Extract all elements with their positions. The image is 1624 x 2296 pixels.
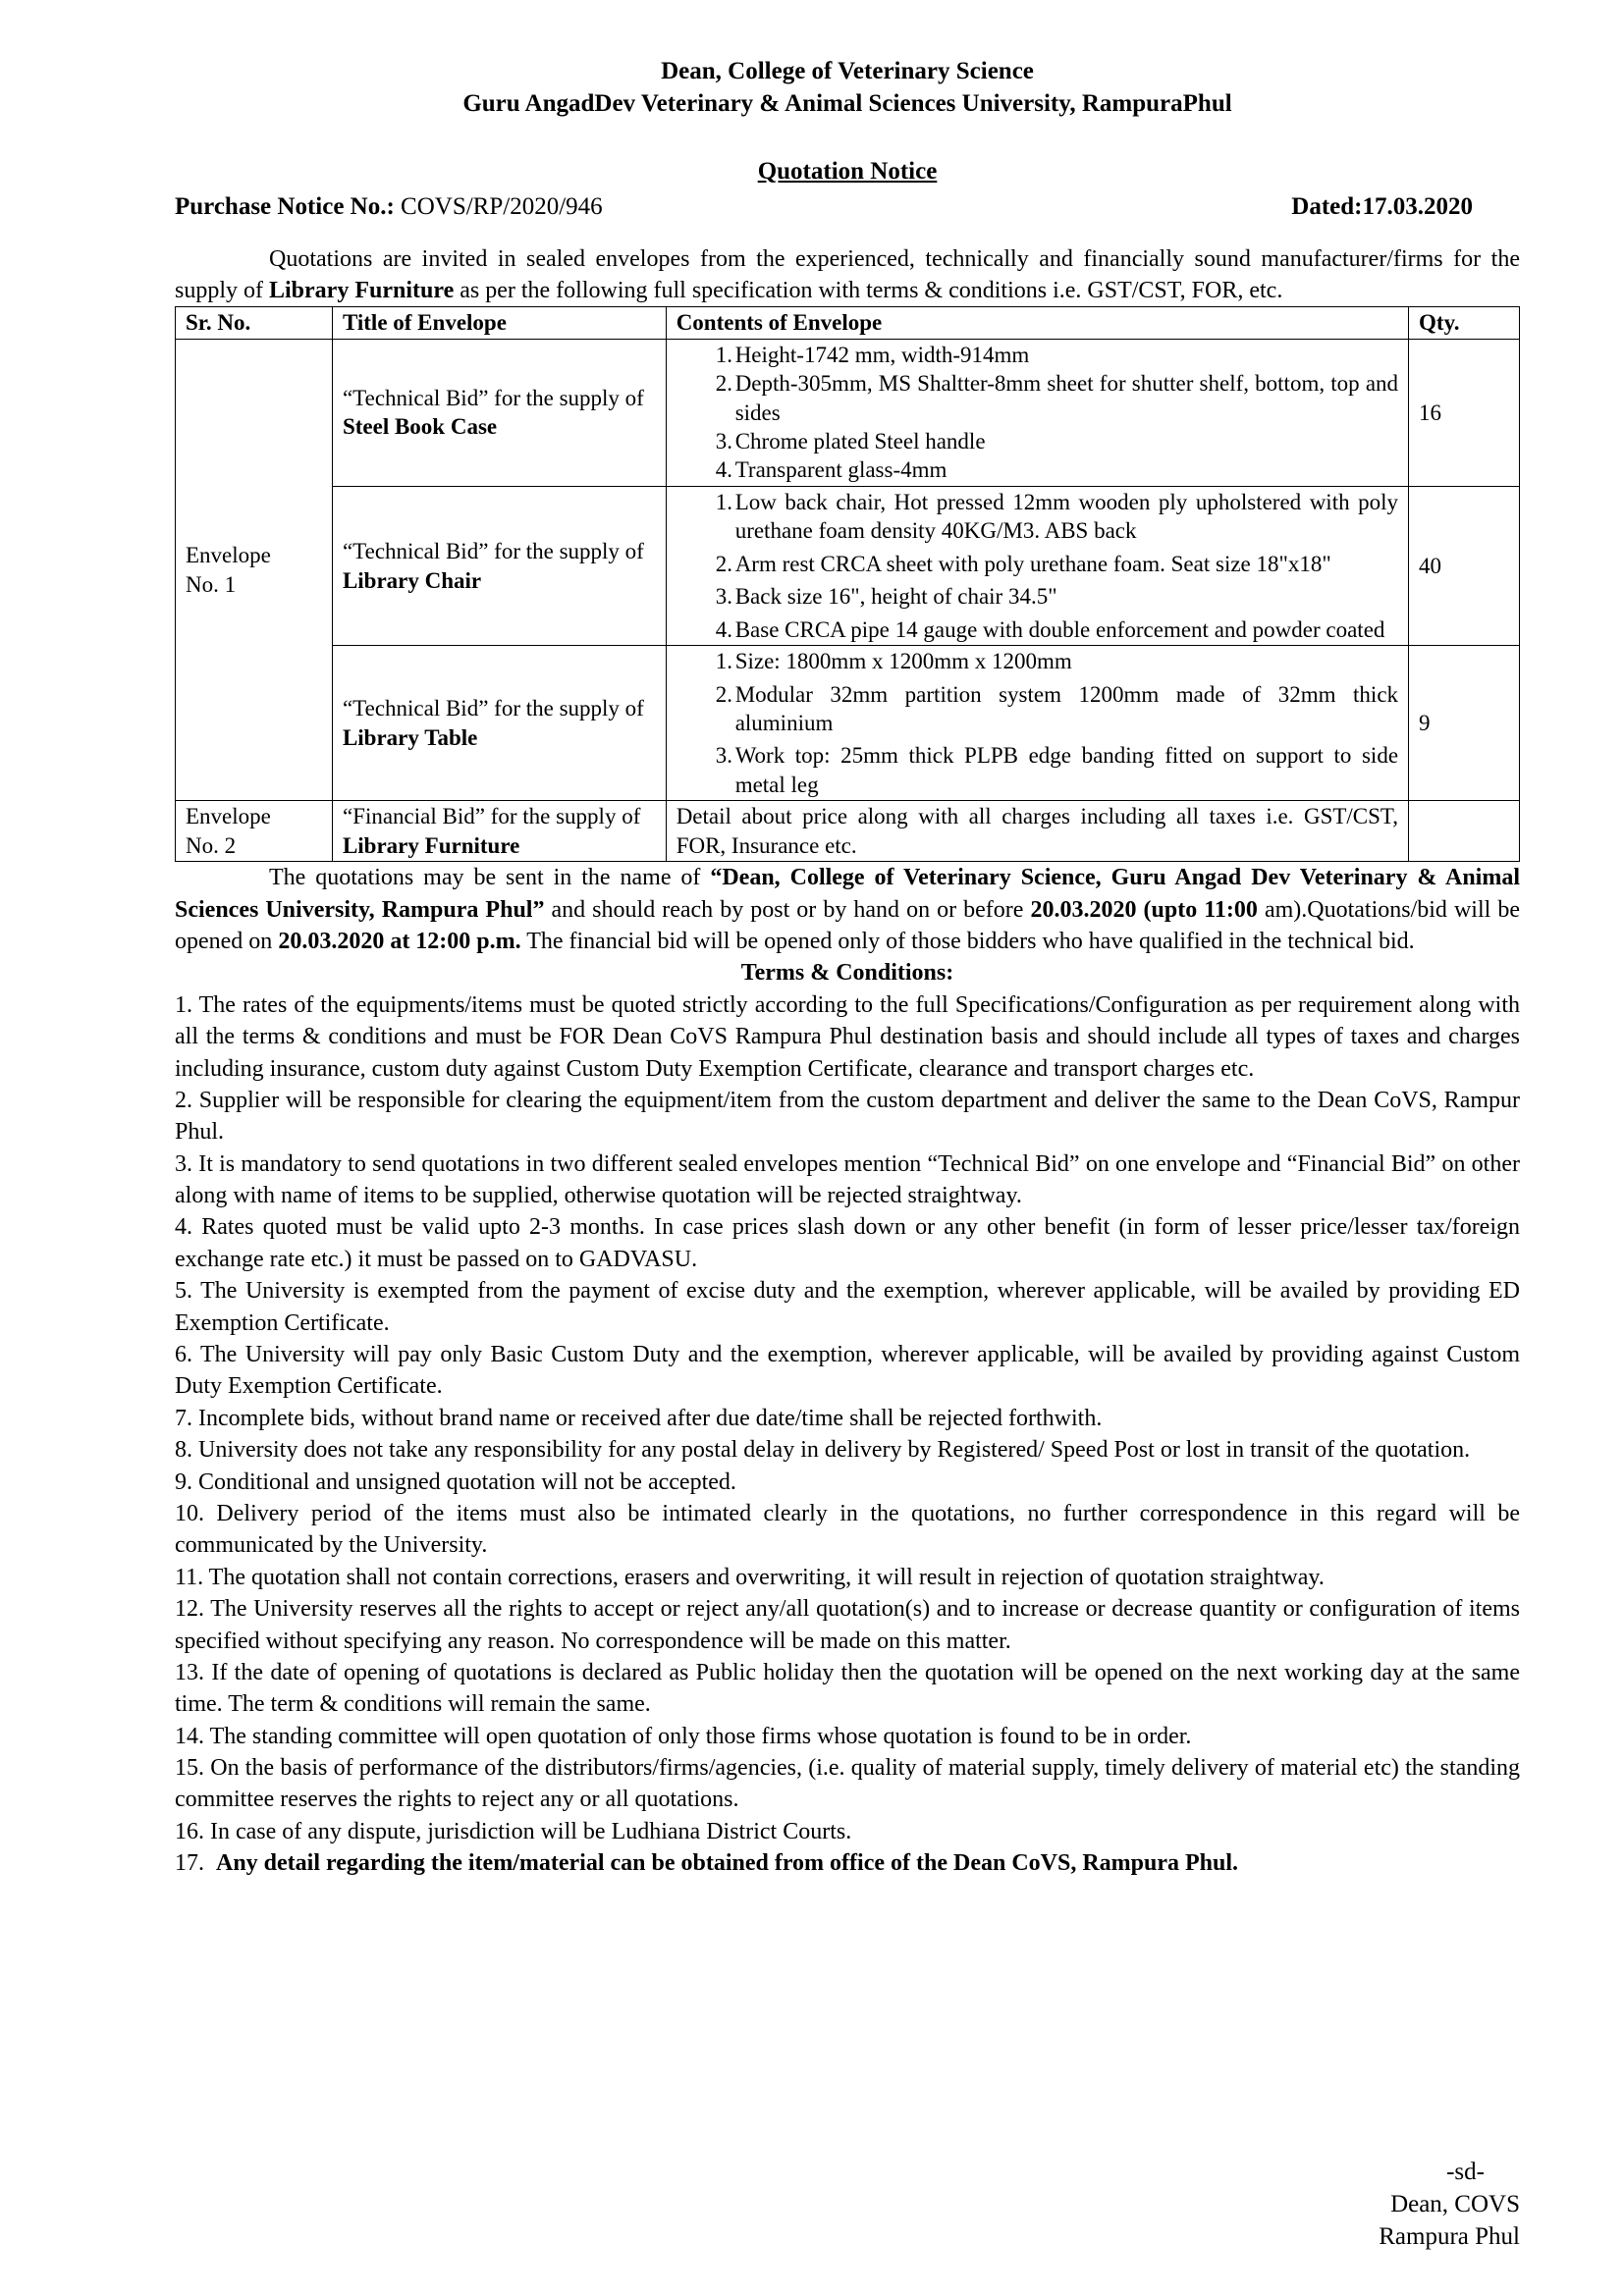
title-prefix: “Technical Bid” for the supply of (342, 385, 644, 410)
qty-cell: 16 (1409, 339, 1520, 486)
document-page (175, 55, 1520, 1880)
list-item: 1. Height-1742 mm, width-914mm (715, 342, 1030, 367)
signature-sd: -sd- (1446, 2159, 1485, 2185)
table-row (176, 339, 1520, 486)
term-item: 10. Delivery period of the items must also be intimated clearly in the quotations, no further correspondence in this regard will be communicated by the University. (175, 1500, 1520, 1559)
list-item: 3. Back size 16", height of chair 34.5" (715, 584, 1057, 610)
term-17-number: 17. (175, 1850, 216, 1877)
term-item: 12. The University reserves all the rights to accept or reject any/all quotation(s) and to increase or decrease quantity or configuration of items specified without specifying any reason. No correspondence will be made on this matter. (175, 1596, 1520, 1654)
purchase-label: Purchase Notice No.: (175, 192, 395, 220)
sending-text-4: The financial bid will be opened only of those bidders who have qualified in the technical bid. (520, 928, 1415, 954)
contents-cell (666, 339, 1408, 486)
terms-list (175, 989, 1520, 1880)
contents-list (677, 647, 1398, 799)
title-bold: Library Furniture (342, 832, 520, 858)
table-row (176, 486, 1520, 645)
term-item: 8. University does not take any responsibility for any postal delay in delivery by Registered/ Speed Post or lost in transit of the quotation. (175, 1437, 1471, 1464)
table-row (176, 801, 1520, 862)
sending-text-3: am).Quotations/bid will be opened on (175, 896, 1520, 954)
title-prefix: “Financial Bid” for the supply of (342, 804, 641, 829)
envelope-2-cell: Envelope No. 2 (176, 801, 333, 862)
envelope-1-cell: Envelope No. 1 (176, 339, 333, 801)
list-item: 1. Size: 1800mm x 1200mm x 1200mm (715, 649, 1072, 674)
title-prefix: “Technical Bid” for the supply of (342, 539, 644, 564)
header-line-2: Guru AngadDev Veterinary & Animal Sciences University, RampuraPhul (462, 90, 1232, 117)
list-item: 1. Low back chair, Hot pressed 12mm wooden ply upholstered with poly urethane foam density 40KG/M3. ABS back (715, 489, 1399, 544)
signature-block (1353, 2156, 1520, 2253)
contents-cell: Detail about price along with all charges including all taxes i.e. GST/CST, FOR, Insurance etc. (666, 801, 1408, 862)
term-item: 3. It is mandatory to send quotations in two different sealed envelopes mention “Technical Bid” on one envelope and “Financial Bid” on other along with name of items to be supplied, otherwise quotation will be rejected straightway. (175, 1150, 1520, 1209)
sending-bold-1: “Dean, College of Veterinary Science, Guru Angad Dev Veterinary & Animal Sciences University, Rampura Phul” (175, 865, 1520, 923)
col-title: Title of Envelope (332, 307, 666, 339)
contents-list (677, 488, 1398, 644)
title-cell (332, 339, 666, 486)
contents-cell (666, 486, 1408, 645)
purchase-notice-number (175, 190, 603, 224)
col-qty: Qty. (1409, 307, 1520, 339)
title-cell (332, 646, 666, 801)
sending-text-1: The quotations may be sent in the name of (269, 865, 711, 891)
intro-text-2: as per the following full specification with terms & conditions i.e. GST/CST, FOR, etc. (454, 277, 1283, 303)
term-item: 15. On the basis of performance of the distributors/firms/agencies, (i.e. quality of material supply, timely delivery of material etc) the standing committee reserves the rights to reject any or all quotations. (175, 1755, 1520, 1813)
term-item: 4. Rates quoted must be valid upto 2-3 months. In case prices slash down or any other benefit (in form of lesser price/lesser tax/foreign exchange rate etc.) it must be passed on to GADVASU. (175, 1214, 1520, 1272)
table-row (176, 646, 1520, 801)
term-item: 14. The standing committee will open quotation of only those firms whose quotation is found to be in order. (175, 1723, 1192, 1749)
list-item: 2. Arm rest CRCA sheet with poly urethane foam. Seat size 18"x18" (715, 551, 1331, 576)
term-item: 16. In case of any dispute, jurisdiction will be Ludhiana District Courts. (175, 1818, 852, 1844)
notice-title: Quotation Notice (757, 158, 938, 185)
terms-heading: Terms & Conditions: (740, 960, 954, 987)
signature-place: Rampura Phul (1379, 2223, 1520, 2250)
intro-text-1: Quotations are invited in sealed envelopes from the experienced, technically and financially sound manufacturer/firms for the supply of (175, 245, 1520, 303)
intro-paragraph (175, 243, 1520, 307)
term-item: 6. The University will pay only Basic Custom Duty and the exemption, wherever applicable, will be availed by providing against Custom Duty Exemption Certificate. (175, 1342, 1520, 1400)
col-sr-no: Sr. No. (176, 307, 333, 339)
purchase-row (175, 190, 1520, 224)
list-item: 2. Depth-305mm, MS Shaltter-8mm sheet for shutter shelf, bottom, top and sides (715, 371, 1399, 425)
title-bold: Steel Book Case (342, 414, 498, 440)
sending-bold-2: 20.03.2020 (upto 11:00 (1030, 896, 1258, 923)
specification-table (175, 306, 1520, 862)
header-line-1: Dean, College of Veterinary Science (661, 58, 1034, 84)
qty-cell: 40 (1409, 486, 1520, 645)
term-item: 7. Incomplete bids, without brand name or received after due date/time shall be rejected forthwith. (175, 1405, 1103, 1431)
title-bold: Library Table (342, 724, 478, 750)
qty-cell (1409, 801, 1520, 862)
contents-cell (666, 646, 1408, 801)
qty-cell: 9 (1409, 646, 1520, 801)
title-cell (332, 486, 666, 645)
sending-text-2: and should reach by post or by hand on or before (544, 896, 1031, 923)
title-bold: Library Chair (342, 567, 482, 593)
document-header (175, 55, 1520, 120)
term-item: 1. The rates of the equipments/items must be quoted strictly according to the full Specifications/Configuration as per requirement along with all the terms & conditions and must be FOR Dean CoVS Rampura Phul destination basis and should include all types of taxes and charges including insurance, custom duty against Custom Duty Exemption Certificate, clearance and transport charges etc. (175, 991, 1520, 1082)
col-contents: Contents of Envelope (666, 307, 1408, 339)
list-item: 3. Work top: 25mm thick PLPB edge banding fitted on support to side metal leg (715, 743, 1399, 797)
term-item: 5. The University is exempted from the payment of excise duty and the exemption, wherever applicable, will be availed by providing ED Exemption Certificate. (175, 1278, 1520, 1336)
list-item: 4. Transparent glass-4mm (715, 457, 947, 483)
term-item-17 (175, 1847, 1520, 1879)
term-item: 2. Supplier will be responsible for clearing the equipment/item from the custom department and deliver the same to the Dean CoVS, Rampur Phul. (175, 1087, 1520, 1146)
title-cell (332, 801, 666, 862)
table-header-row (176, 307, 1520, 339)
term-item: 11. The quotation shall not contain corrections, erasers and overwriting, it will result in rejection of quotation straightway. (175, 1564, 1325, 1590)
signature-title: Dean, COVS (1390, 2191, 1520, 2217)
term-item: 9. Conditional and unsigned quotation will not be accepted. (175, 1468, 736, 1495)
sending-paragraph (175, 862, 1520, 957)
purchase-number: COVS/RP/2020/946 (394, 192, 603, 220)
sending-bold-3: 20.03.2020 at 12:00 p.m. (278, 928, 521, 954)
notice-date: Dated:17.03.2020 (1291, 192, 1473, 220)
list-item: 4. Base CRCA pipe 14 gauge with double enforcement and powder coated (715, 616, 1385, 642)
contents-list (677, 341, 1398, 485)
list-item: 2. Modular 32mm partition system 1200mm made of 32mm thick aluminium (715, 681, 1399, 735)
term-item: 13. If the date of opening of quotations is declared as Public holiday then the quotation will be opened on the next working day at the same time. The term & conditions will remain the same. (175, 1659, 1520, 1718)
intro-bold: Library Furniture (269, 277, 455, 303)
title-prefix: “Technical Bid” for the supply of (342, 696, 644, 721)
list-item: 3. Chrome plated Steel handle (715, 429, 986, 454)
term-17-bold: Any detail regarding the item/material can be obtained from office of the Dean CoVS, Rampura Phul. (216, 1850, 1239, 1877)
